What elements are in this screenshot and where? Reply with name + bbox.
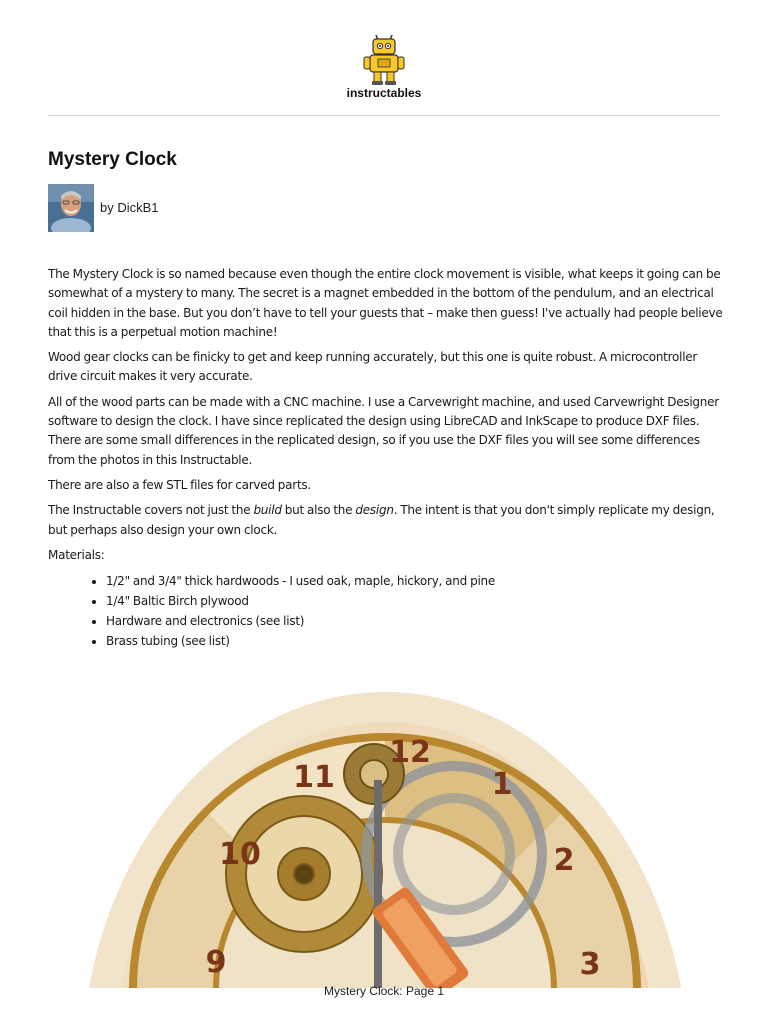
gear-large <box>226 796 382 952</box>
materials-label: Materials: <box>48 547 105 562</box>
cnc-paragraph: All of the wood parts can be made with a CNC machine. I use a Carvewright machine, and used Carvewright Designer software to design the clock. I have since replicated the design using LibreCAD and InkScape to produce DXF files. There are some small differences in the replicated design, so if you use the DXF files you will see some differences from the photos in this Instructable. <box>48 394 719 467</box>
intro-paragraph: The Mystery Clock is so named because even though the entire clock movement is visible, what keeps it going can be somewhat of a mystery to many. The secret is a magnet embedded in the bottom of the pendulum, and an electrical coil hidden in the base. But you don’t have to tell your guests that – make then guess! I've actually had people believe that this is a perpetual motion machine! <box>48 267 723 339</box>
byline-prefix: by <box>100 200 114 215</box>
clock-shaft <box>374 780 382 988</box>
clock-illustration <box>74 684 696 988</box>
page-header <box>0 0 768 116</box>
design-emphasis: design <box>355 503 394 518</box>
covers-paragraph <box>48 501 724 540</box>
dial-number-11: 11 <box>293 760 335 795</box>
dial-number-3: 3 <box>579 947 601 982</box>
stl-paragraph: There are also a few STL files for carved parts. <box>48 477 311 492</box>
page-title: Mystery Clock <box>48 149 177 170</box>
covers-text-1: The Instructable covers not just the <box>48 503 254 518</box>
instructables-robot-icon <box>362 34 406 86</box>
author-byline <box>100 200 159 215</box>
author-avatar[interactable] <box>48 184 94 232</box>
dial-number-9: 9 <box>205 945 227 980</box>
materials-list <box>48 571 724 651</box>
accuracy-paragraph: Wood gear clocks can be finicky to get and keep running accurately, but this one is quite robust. A microcontroller drive circuit makes it very accurate. <box>48 350 698 384</box>
list-item: • 1/2" and 3/4" thick hardwoods - I used oak, maple, hickory, and pine <box>106 571 724 591</box>
clock-photo <box>74 684 696 988</box>
dial-number-10: 10 <box>219 837 261 872</box>
author-photo <box>48 184 94 232</box>
covers-text-3: . The intent is that you don't simply replicate my design, but perhaps also design your own clock. <box>48 503 715 537</box>
list-item: • 1/4" Baltic Birch plywood <box>106 591 724 611</box>
page-footer: Mystery Clock: Page 1 <box>323 984 445 998</box>
author-name[interactable]: DickB1 <box>117 200 159 215</box>
covers-text-2: but also the <box>281 503 356 518</box>
site-name[interactable]: instructables <box>346 86 422 100</box>
article-body <box>48 265 724 651</box>
dial-number-2: 2 <box>553 843 575 878</box>
header-divider <box>48 115 720 116</box>
dial-number-1: 1 <box>491 767 513 802</box>
list-item: • Brass tubing (see list) <box>106 631 724 651</box>
dial-number-12: 12 <box>389 735 431 770</box>
list-item: • Hardware and electronics (see list) <box>106 611 724 631</box>
build-emphasis: build <box>253 503 282 518</box>
